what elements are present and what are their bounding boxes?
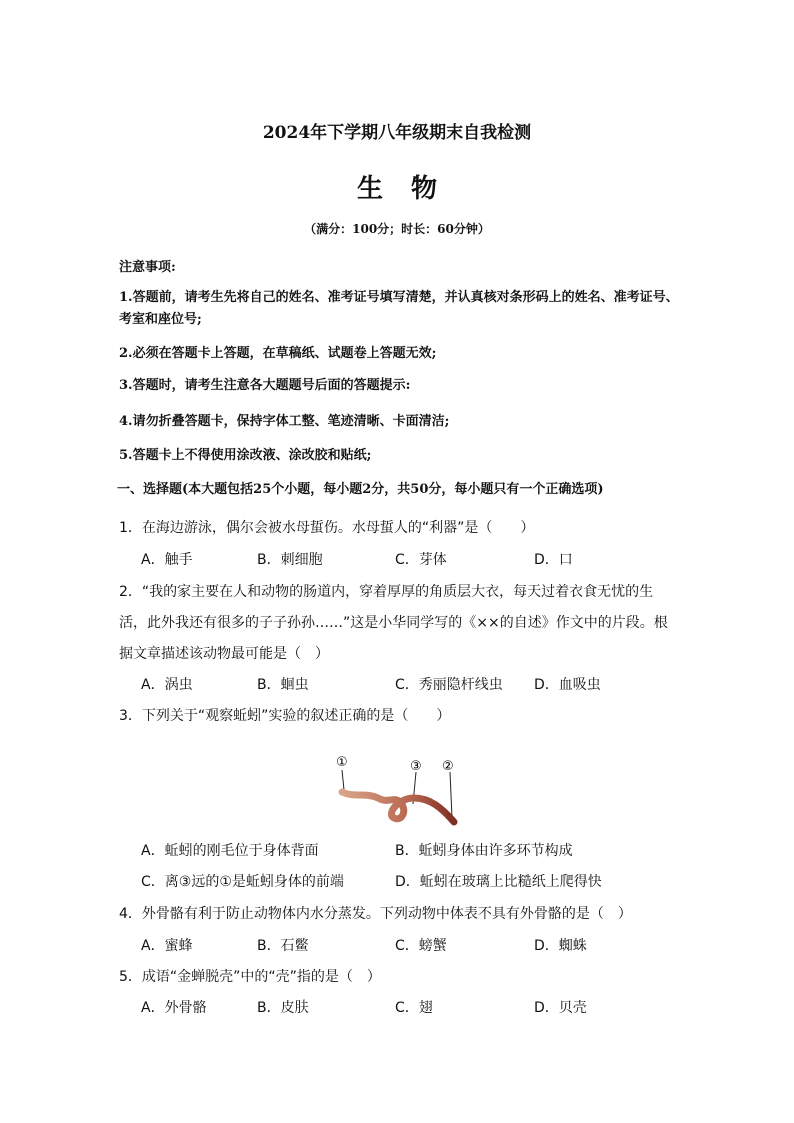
q2-option-b[interactable]: B．蛔虫 (257, 677, 309, 693)
question-1-stem: 1．在海边游泳，偶尔会被水母蜇伤。水母蜇人的“利器”是（ ） (119, 520, 535, 536)
q3-option-b[interactable]: B．蚯蚓身体由许多环节构成 (395, 843, 573, 859)
q3-option-d[interactable]: D．蚯蚓在玻璃上比糙纸上爬得快 (395, 874, 602, 890)
label-line-1 (342, 770, 344, 790)
notice-item-3: 3.答题时，请考生注意各大题题号后面的答题提示: (119, 378, 411, 393)
q3-option-c[interactable]: C．离③远的①是蚯蚓身体的前端 (141, 874, 344, 890)
notice-item-2: 2.必须在答题卡上答题，在草稿纸、试题卷上答题无效; (119, 346, 437, 361)
q4-option-b[interactable]: B．石鳖 (257, 938, 309, 954)
question-5-stem: 5．成语“金蝉脱壳”中的“壳”指的是（ ） (119, 969, 381, 985)
q4-option-c[interactable]: C．螃蟹 (395, 938, 447, 954)
exam-subject: 生物 (356, 174, 465, 204)
figure-label-2: ② (442, 759, 454, 774)
q2-option-c[interactable]: C．秀丽隐杆线虫 (395, 677, 503, 693)
exam-title: 2024年下学期八年级期末自我检测 (262, 123, 532, 143)
q1-option-a[interactable]: A．触手 (141, 552, 193, 568)
question-3-stem: 3．下列关于“观察蚯蚓”实验的叙述正确的是（ ） (119, 708, 451, 724)
figure-label-1: ① (336, 755, 348, 770)
notice-item-1: 1.答题前，请考生先将自己的姓名、准考证号填写清楚，并认真核对条形码上的姓名、准考证号、考室和座位号; (119, 290, 679, 327)
q5-option-b[interactable]: B．皮肤 (257, 1000, 309, 1016)
earthworm-body (342, 792, 454, 822)
q5-option-c[interactable]: C．翅 (395, 1000, 433, 1016)
notice-item-5: 5.答题卡上不得使用涂改液、涂改胶和贴纸; (119, 448, 372, 463)
exam-meta: （满分：100分；时长：60分钟） (304, 222, 490, 236)
q1-option-d[interactable]: D．口 (534, 552, 573, 568)
earthworm-figure (330, 752, 460, 832)
q3-option-a[interactable]: A．蚯蚓的刚毛位于身体背面 (141, 843, 319, 859)
q1-option-c[interactable]: C．芽体 (395, 552, 447, 568)
question-2-stem: 2．“我的家主要在人和动物的肠道内，穿着厚厚的角质层大衣，每天过着衣食无忧的生活，此外我还有很多的子子孙孙……”这是小华同学写的《××的自述》作文中的片段。根据文章描述该动物最可能是（ ） (119, 584, 668, 662)
q4-option-a[interactable]: A．蜜蜂 (141, 938, 193, 954)
notice-heading: 注意事项: (119, 260, 176, 275)
figure-label-3: ③ (410, 759, 422, 774)
notice-item-4: 4.请勿折叠答题卡，保持字体工整、笔迹清晰、卡面清洁; (119, 414, 450, 429)
q4-option-d[interactable]: D．蜘蛛 (534, 938, 587, 954)
question-4-stem: 4．外骨骼有利于防止动物体内水分蒸发。下列动物中体表不具有外骨骼的是（ ） (119, 906, 632, 922)
q2-option-d[interactable]: D．血吸虫 (534, 677, 601, 693)
q5-option-a[interactable]: A．外骨骼 (141, 1000, 207, 1016)
q5-option-d[interactable]: D．贝壳 (534, 1000, 587, 1016)
q2-option-a[interactable]: A．涡虫 (141, 677, 193, 693)
q1-option-b[interactable]: B．刺细胞 (257, 552, 323, 568)
section-heading: 一、选择题(本大题包括25个小题，每小题2分，共50分，每小题只有一个正确选项) (117, 482, 604, 497)
label-line-2 (450, 772, 452, 818)
